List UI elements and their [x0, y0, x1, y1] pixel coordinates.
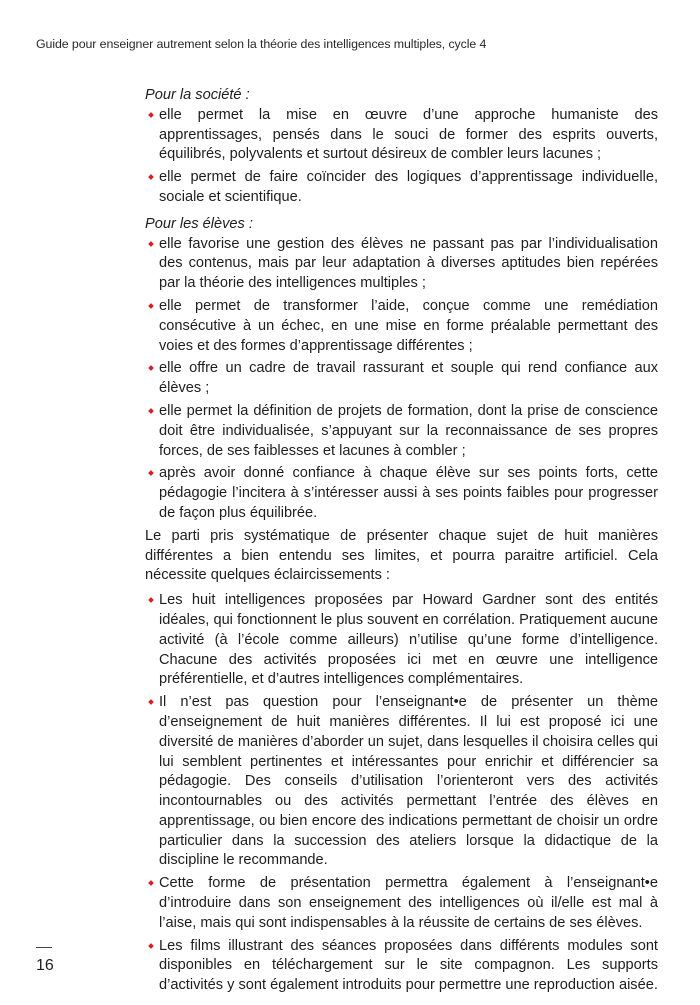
list-item: Les huit intelligences proposées par Howard Gardner sont des entités idéales, qui fonctionnent le plus souvent en corrélation. Pratiquement aucune activité (à l’école comme ailleurs) n’utilise qu’une forme d’intelligence. Chacune des activités proposées ici met en œuvre une intelligence préférentielle, et d’autres intelligences complémentaires.	[159, 591, 658, 690]
page-body	[145, 86, 658, 999]
lead-eleves: Pour les élèves :	[145, 215, 253, 232]
list-societe	[145, 106, 658, 208]
running-header: Guide pour enseigner autrement selon la théorie des intelligences multiples, cycle 4	[36, 37, 487, 51]
list-item: elle favorise une gestion des élèves ne passant pas par l’individualisation des contenus, mais par leur adaptation à diverses aptitudes bien repérées par la théorie des intelligences multiples ;	[159, 235, 658, 294]
list-eleves	[145, 235, 658, 524]
list-item: elle permet la mise en œuvre d’une approche humaniste des apprentissages, pensés dans le souci de former des esprits ouverts, équilibrés, polyvalents et surtout désireux de combler leurs lacunes ;	[159, 106, 658, 165]
list-clarifications	[145, 591, 658, 996]
lead-societe: Pour la société :	[145, 87, 250, 103]
list-item: Cette forme de présentation permettra également à l’enseignant•e d’introduire dans son enseignement des intelligences où il/elle est mal à l’aise, mais qui sont indispensables à la réussite de certains de ses élèves.	[159, 874, 658, 933]
footer-divider	[36, 947, 52, 948]
list-item: après avoir donné confiance à chaque élève sur ses points forts, cette pédagogie l’incitera à s’intéresser aussi à ses points faibles pour progresser de façon plus équilibrée.	[159, 464, 658, 523]
list-item: elle offre un cadre de travail rassurant et souple qui rend confiance aux élèves ;	[159, 359, 658, 399]
list-item: elle permet la définition de projets de formation, dont la prise de conscience doit être individualisée, s’appuyant sur la reconnaissance de ses propres forces, de ses faiblesses et lacunes à combler ;	[159, 402, 658, 461]
list-item: elle permet de faire coïncider des logiques d’apprentissage individuelle, sociale et scientifique.	[159, 168, 658, 208]
body-paragraph: Le parti pris systématique de présenter chaque sujet de huit manières différentes a bien entendu ses limites, et pourra paraitre artificiel. Cela nécessite quelques éclaircissements :	[145, 527, 658, 584]
list-item: Les films illustrant des séances proposées dans différents modules sont disponibles en téléchargement sur le site compagnon. Les supports d’activités y sont également introduits pour permettre une reproduction aisée.	[159, 937, 658, 996]
list-item: elle permet de transformer l’aide, conçue comme une remédiation consécutive à un échec, en une mise en forme préalable permettant des voies et des formes d’apprentissage différentes ;	[159, 297, 658, 356]
list-item: Il n’est pas question pour l’enseignant•e de présenter un thème d’enseignement de huit manières différentes. Il lui est proposé ici une diversité de manières d’aborder un sujet, dans lesquelles il choisira celles qui lui semblent pertinentes et intéressantes pour enrichir et différencier sa pédagogie. Des conseils d’utilisation l’orienteront vers des activités incontournables ou des activités permettant l’entrée des élèves en apprentissage, ou bien encore des indications permettant de choisir un ordre particulier dans la succession des ateliers lorsque la didactique de la discipline le recommande.	[159, 693, 658, 871]
page-number: 16	[36, 957, 54, 974]
